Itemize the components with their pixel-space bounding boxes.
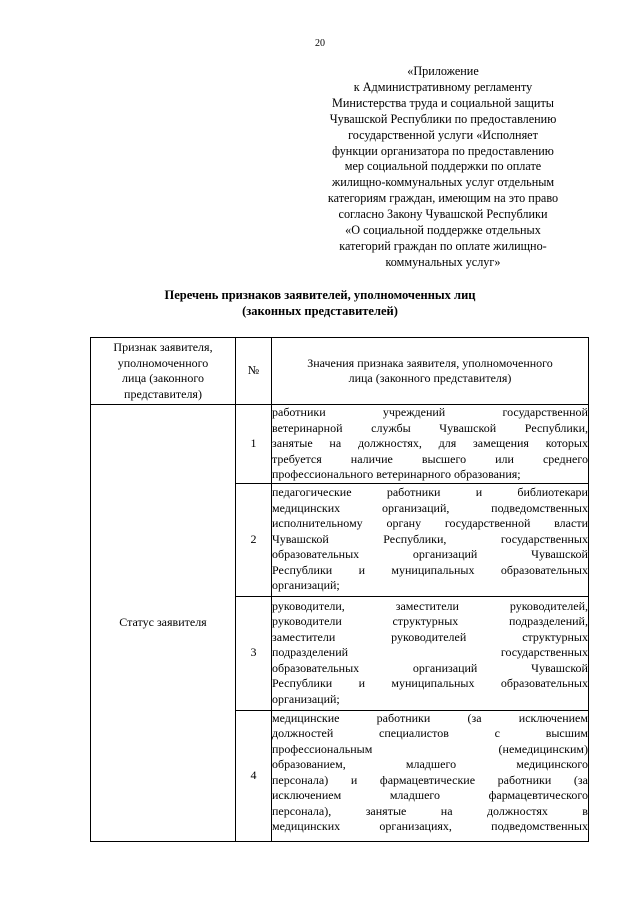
header-attribute: Признак заявителя, уполномоченного лица (законного представителя) [91,338,236,405]
value-line: образовательных организаций Чувашской [272,660,588,675]
value-line: исполнительному органу государственной власти [272,516,588,531]
appendix-line: «О социальной поддержке отдельных [345,223,541,238]
value-line: образовательных организаций Чувашской [272,547,588,562]
document-title-line: (законных представителей) [242,304,398,318]
value-line: организаций; [272,578,340,593]
row-number: 3 [236,596,272,710]
value-line: Чувашской Республики, государственных [272,531,588,546]
appendix-line: функции организатора по предоставлению [332,143,554,158]
criteria-table [90,337,589,842]
appendix-line: Чувашской Республики по предоставлению [329,111,557,126]
row-number: 4 [236,710,272,841]
value-line: персонала), занятые на должностях в [272,803,588,818]
table-row [91,405,589,484]
header-value: Значения признака заявителя, уполномоченного лица (законного представителя) [272,338,589,405]
value-line: руководители структурных подразделений, [272,614,588,629]
value-line: медицинские работники (за исключением [272,710,588,725]
value-line: персонала) и фармацевтические работники (за [272,772,588,787]
value-line: руководители, заместители руководителей, [272,598,588,613]
row-number: 1 [236,405,272,484]
value-line: профессионального ветеринарного образования; [272,467,521,481]
value-line: образованием, младшего медицинского [272,757,588,771]
appendix-line: категориям граждан, имеющим на это право [327,191,559,206]
appendix-line: категорий граждан по оплате жилищно- [339,238,547,253]
header-number: № [236,338,272,405]
value-cell [272,596,589,710]
value-line: профессиональным (немедицинским) [272,741,588,756]
value-line: медицинских организаций, подведомственных [272,500,588,515]
document-title [0,287,640,319]
value-cell [272,405,589,484]
row-number: 2 [236,483,272,596]
table-header-row [91,338,589,405]
value-line: Республики и муниципальных образовательных [272,676,588,691]
value-line: занятые на должностях, для замещения которых [272,436,588,450]
value-line: Республики и муниципальных образовательных [272,562,588,577]
appendix-line: коммунальных услуг» [385,254,501,269]
value-line: заместители руководителей структурных [272,629,588,644]
value-line: педагогические работники и библиотекари [272,485,588,500]
value-cell [272,483,589,596]
appendix-line: мер социальной поддержки по оплате [344,159,542,174]
appendix-line: Министерства труда и социальной защиты [332,95,554,110]
appendix-line: к Административному регламенту [353,79,533,94]
appendix-header [310,64,576,271]
value-line: ветеринарной службы Чувашской Республики, [272,420,588,435]
value-line: исключением младшего фармацевтического [272,788,588,802]
value-line: требуется наличие высшего или среднего [272,451,588,466]
appendix-line: жилищно-коммунальных услуг отдельным [331,175,555,190]
value-cell [272,710,589,841]
appendix-line: государственной услуги «Исполняет [348,127,538,142]
value-line: подразделений государственных [272,645,588,660]
document-title-line: Перечень признаков заявителей, уполномоченных лиц [164,288,476,302]
value-line: организаций; [272,691,340,706]
appendix-line: согласно Закону Чувашской Республики [338,207,548,222]
value-line: должностей специалистов с высшим [272,726,588,740]
value-line: медицинских организациях, подведомственных [272,819,588,833]
appendix-line: «Приложение [407,64,479,78]
attribute-label: Статус заявителя [91,405,236,842]
value-line: работники учреждений государственной [272,405,588,419]
page-number: 20 [315,38,325,49]
